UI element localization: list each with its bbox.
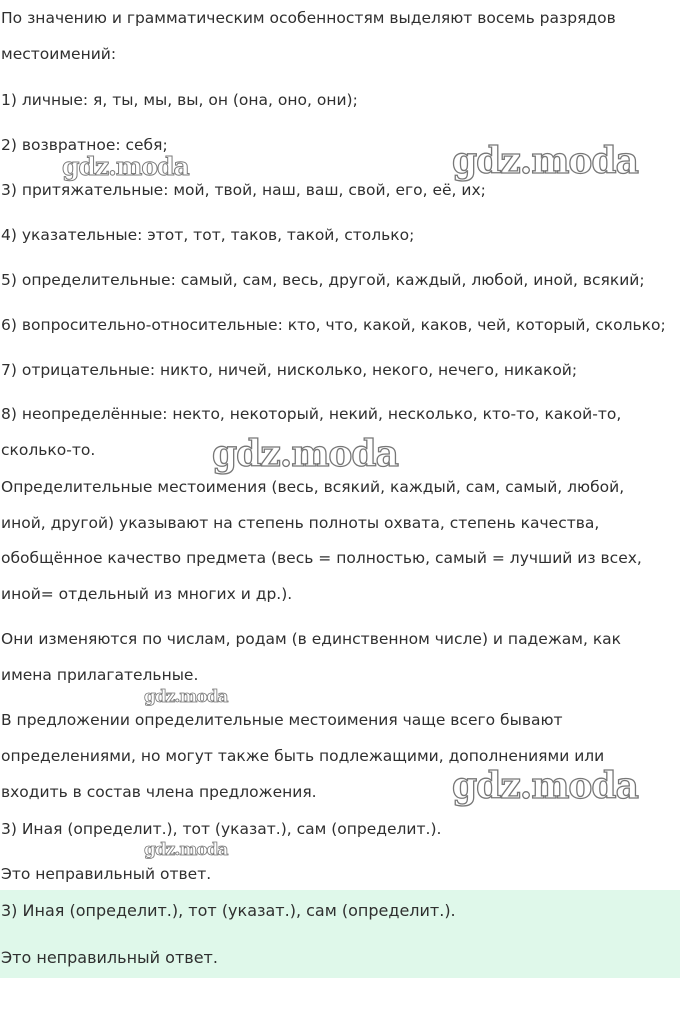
text-line: обобщённое качество предмета (весь = полностью, самый = лучший из всех, — [1, 549, 642, 567]
text-line: иной= отдельный из многих и др.). — [1, 585, 293, 603]
text-line: иной, другой) указывают на степень полноты охвата, степень качества, — [1, 514, 600, 532]
watermark: gdz.moda — [212, 433, 398, 475]
text-line: 5) определительные: самый, сам, весь, другой, каждый, любой, иной, всякий; — [1, 271, 645, 289]
answer-box — [0, 890, 680, 978]
text-line: В предложении определительные местоимения чаще всего бывают — [1, 711, 563, 729]
text-line: 2) возвратное: себя; — [1, 136, 168, 154]
text-line: местоимений: — [1, 45, 117, 63]
watermark: gdz.moda — [144, 687, 228, 707]
text-line: 3) притяжательные: мой, твой, наш, ваш, свой, его, её, их; — [1, 181, 486, 199]
watermark: gdz.moda — [62, 152, 189, 181]
answer-line: Это неправильный ответ. — [1, 948, 218, 967]
text-line: определениями, но могут также быть подлежащими, дополнениями или — [1, 747, 605, 765]
text-line: 3) Иная (определит.), тот (указат.), сам (определит.). — [1, 820, 442, 838]
text-line: Это неправильный ответ. — [1, 865, 212, 883]
text-line: 6) вопросительно-относительные: кто, что, какой, каков, чей, который, сколько; — [1, 316, 666, 334]
watermark: gdz.moda — [452, 140, 638, 182]
watermark: gdz.moda — [452, 765, 638, 807]
text-line: 4) указательные: этот, тот, таков, такой, столько; — [1, 226, 415, 244]
text-line: имена прилагательные. — [1, 666, 199, 684]
text-line: сколько-то. — [1, 441, 96, 459]
text-line: 1) личные: я, ты, мы, вы, он (она, оно, они); — [1, 91, 358, 109]
watermark: gdz.moda — [144, 840, 228, 860]
text-line: Они изменяются по числам, родам (в единственном числе) и падежам, как — [1, 630, 622, 648]
text-line: По значению и грамматическим особенностям выделяют восемь разрядов — [1, 9, 616, 27]
text-line: Определительные местоимения (весь, всякий, каждый, сам, самый, любой, — [1, 478, 625, 496]
answer-line: 3) Иная (определит.), тот (указат.), сам (определит.). — [1, 901, 456, 920]
text-line: 7) отрицательные: никто, ничей, нисколько, некого, нечего, никакой; — [1, 361, 578, 379]
text-line: входить в состав члена предложения. — [1, 783, 317, 801]
text-line: 8) неопределённые: некто, некоторый, некий, несколько, кто-то, какой-то, — [1, 405, 622, 423]
